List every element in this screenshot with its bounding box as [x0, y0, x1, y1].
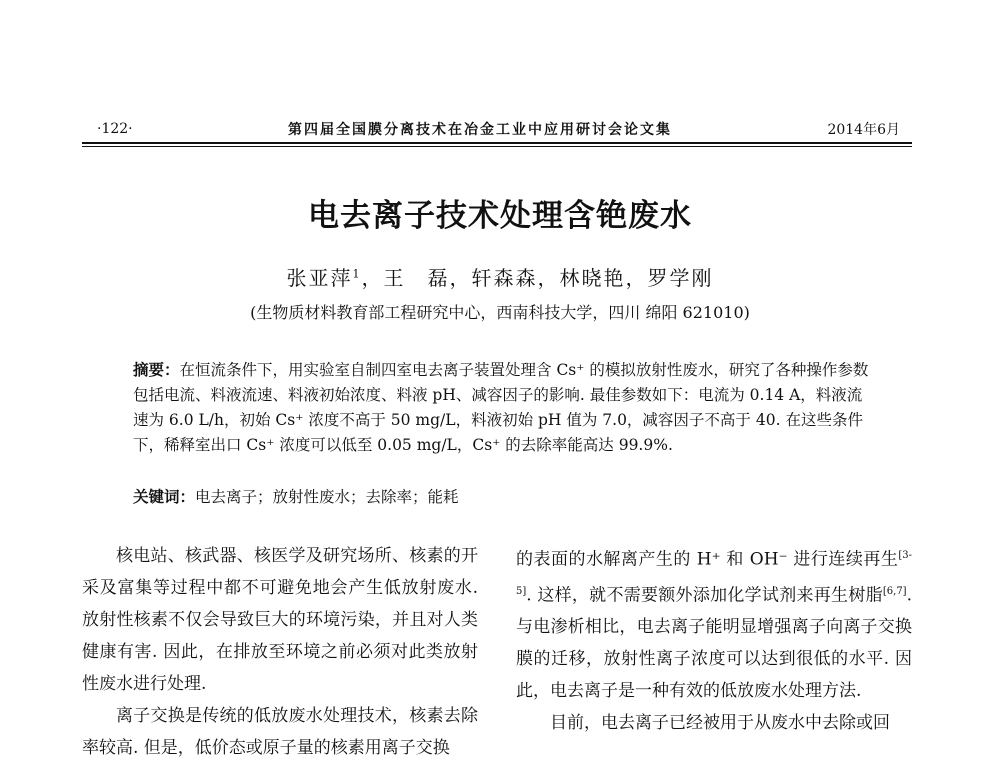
- body-text: 的表面的水解离产生的 H⁺ 和 OH⁻ 进行连续再生: [516, 549, 899, 570]
- body-paragraph: [516, 540, 912, 707]
- body-paragraph: 离子交换是传统的低放废水处理技术，核素去除率较高. 但是，低价态或原子量的核素用离子交换: [82, 706, 478, 758]
- body-text: . 与电渗析相比，电去离子能明显增强离子向离子交换膜的迁移，放射性离子浓度可以达到很低的水平. 因此，电去离子是一种有效的低放废水处理方法.: [516, 585, 912, 702]
- author-first: 张亚萍: [286, 266, 353, 290]
- authors: [0, 262, 1000, 291]
- proceedings-title: 第四届全国膜分离技术在冶金工业中应用研讨会论文集: [288, 122, 673, 138]
- author-rest: ，王 磊，轩森森，林晓艳，罗学刚: [361, 266, 714, 290]
- author-affiliation-mark: 1: [352, 267, 362, 281]
- body-column-right: [516, 540, 912, 739]
- abstract: [133, 358, 873, 458]
- body-column-left: [82, 540, 478, 764]
- keywords-text: 电去离子；放射性废水；去除率；能耗: [195, 488, 459, 506]
- citation: [3-5]: [516, 550, 912, 597]
- abstract-label: 摘要：: [133, 361, 180, 379]
- body-text: . 这样，就不需要额外添加化学试剂来再生树脂: [526, 585, 883, 606]
- abstract-text: 在恒流条件下，用实验室自制四室电去离子装置处理含 Cs⁺ 的模拟放射性废水，研究了各种操作参数包括电流、料液流速、料液初始浓度、料液 pH、减容因子的影响. 最佳参数如下：电流为 0.14 A，料液流速为 6.0 L/h，初始 Cs⁺ 浓度不高于 50 mg/L，料液初始 pH 值为 7.0，减容因子不高于 40. 在这些条件下，稀释室出口 Cs⁺ 浓度可以低至 0.05 mg/L，Cs⁺ 的去除率能高达 99.9%.: [133, 361, 869, 454]
- citation: [6,7]: [882, 585, 907, 597]
- paper-title: 电去离子技术处理含铯废水: [308, 198, 692, 234]
- header-rule-thin: [82, 146, 912, 147]
- affiliation: (生物质材料教育部工程研究中心，西南科技大学，四川 绵阳 621010): [250, 303, 750, 322]
- keywords-label: 关键词：: [133, 488, 196, 506]
- running-header: [97, 117, 900, 141]
- body-paragraph: 目前，电去离子已经被用于从废水中去除或回: [550, 713, 890, 734]
- publication-date: 2014年6月: [827, 122, 900, 138]
- header-rule-thick: [82, 142, 912, 144]
- page-number: ·122·: [97, 121, 133, 137]
- body-paragraph: 核电站、核武器、核医学及研究场所、核素的开采及富集等过程中都不可避免地会产生低放射废水. 放射性核素不仅会导致巨大的环境污染，并且对人类健康有害. 因此，在排放至环境之前必须对此类放射性废水进行处理.: [82, 546, 478, 694]
- keywords: [133, 485, 873, 510]
